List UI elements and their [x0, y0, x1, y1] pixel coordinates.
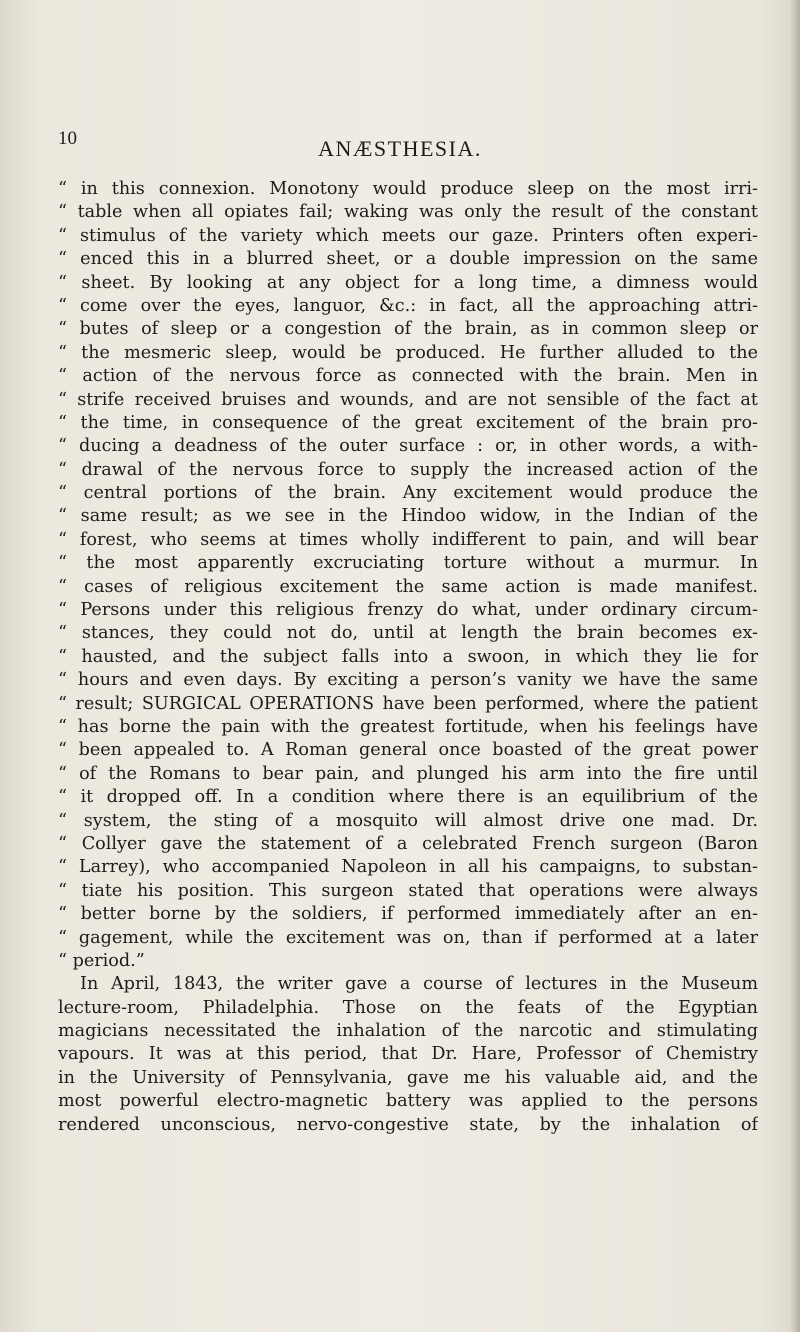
text-line: “ better borne by the soldiers, if performed immediately after an en-: [58, 904, 758, 925]
text-line: “ it dropped off. In a condition where there is an equilibrium of the: [58, 787, 758, 808]
text-line: “ come over the eyes, languor, &c.: in fact, all the approaching attri-: [58, 295, 758, 316]
text-line: “ table when all opiates fail; waking was only the result of the constant: [58, 202, 758, 223]
text-line: “ system, the sting of a mosquito will almost drive one mad. Dr.: [58, 810, 758, 831]
text-line: “ tiate his position. This surgeon stated that operations were always: [58, 880, 758, 901]
text-line: “ the most apparently excruciating torture without a murmur. In: [58, 553, 758, 574]
running-head: ANÆSTHESIA.: [318, 136, 482, 161]
text-line: “ gagement, while the excitement was on, than if performed at a later: [58, 927, 758, 948]
text-line: “ hours and even days. By exciting a person’s vanity we have the same: [58, 670, 758, 691]
text-line: “ been appealed to. A Roman general once boasted of the great power: [58, 740, 758, 761]
text-line: rendered unconscious, nervo-congestive state, by the inhalation of: [58, 1114, 758, 1135]
page-edge-shadow: [790, 0, 800, 1332]
text-line: “ enced this in a blurred sheet, or a double impression on the same: [58, 249, 758, 270]
text-line: In April, 1843, the writer gave a course of lectures in the Museum: [80, 974, 758, 995]
text-line: vapours. It was at this period, that Dr. Hare, Professor of Chemistry: [58, 1044, 758, 1065]
text-line: “ stimulus of the variety which meets our gaze. Printers often experi-: [58, 225, 758, 246]
text-line: “ butes of sleep or a congestion of the brain, as in common sleep or: [58, 319, 758, 340]
text-line: “ same result; as we see in the Hindoo widow, in the Indian of the: [58, 506, 758, 527]
text-line: “ result; SURGICAL OPERATIONS have been performed, where the patient: [58, 693, 758, 714]
text-line: “ drawal of the nervous force to supply the increased action of the: [58, 459, 758, 480]
text-line: “ action of the nervous force as connected with the brain. Men in: [58, 366, 758, 387]
text-line: “ sheet. By looking at any object for a long time, a dimness would: [58, 272, 758, 293]
text-line: “ of the Romans to bear pain, and plunged his arm into the fire until: [58, 763, 758, 784]
text-line: “ Larrey), who accompanied Napoleon in all his campaigns, to substan-: [58, 857, 758, 878]
text-line: “ Collyer gave the statement of a celebrated French surgeon (Baron: [58, 833, 758, 854]
body-text: [58, 178, 758, 1137]
text-line: magicians necessitated the inhalation of the narcotic and stimulating: [58, 1021, 758, 1042]
text-line: “ Persons under this religious frenzy do what, under ordinary circum-: [58, 600, 758, 621]
text-line: “ has borne the pain with the greatest fortitude, when his feelings have: [58, 716, 758, 737]
text-line: “ ducing a deadness of the outer surface : or, in other words, a with-: [58, 436, 758, 457]
text-line: “ cases of religious excitement the same action is made manifest.: [58, 576, 758, 597]
text-line: “ hausted, and the subject falls into a swoon, in which they lie for: [58, 646, 758, 667]
text-line: “ the time, in consequence of the great excitement of the brain pro-: [58, 412, 758, 433]
text-line: “ the mesmeric sleep, would be produced. He further alluded to the: [58, 342, 758, 363]
page-number: 10: [58, 128, 77, 149]
text-line: most powerful electro-magnetic battery was applied to the persons: [58, 1091, 758, 1112]
text-line: in the University of Pennsylvania, gave me his valuable aid, and the: [58, 1067, 758, 1088]
text-line: “ stances, they could not do, until at length the brain becomes ex-: [58, 623, 758, 644]
text-line: “ strife received bruises and wounds, and are not sensible of the fact at: [58, 389, 758, 410]
text-line: “ in this connexion. Monotony would produce sleep on the most irri-: [58, 179, 758, 199]
text-line: “ period.”: [58, 950, 145, 971]
text-line: “ forest, who seems at times wholly indifferent to pain, and will bear: [58, 529, 758, 550]
text-line: lecture-room, Philadelphia. Those on the feats of the Egyptian: [58, 997, 758, 1018]
text-line: “ central portions of the brain. Any excitement would produce the: [58, 483, 758, 504]
